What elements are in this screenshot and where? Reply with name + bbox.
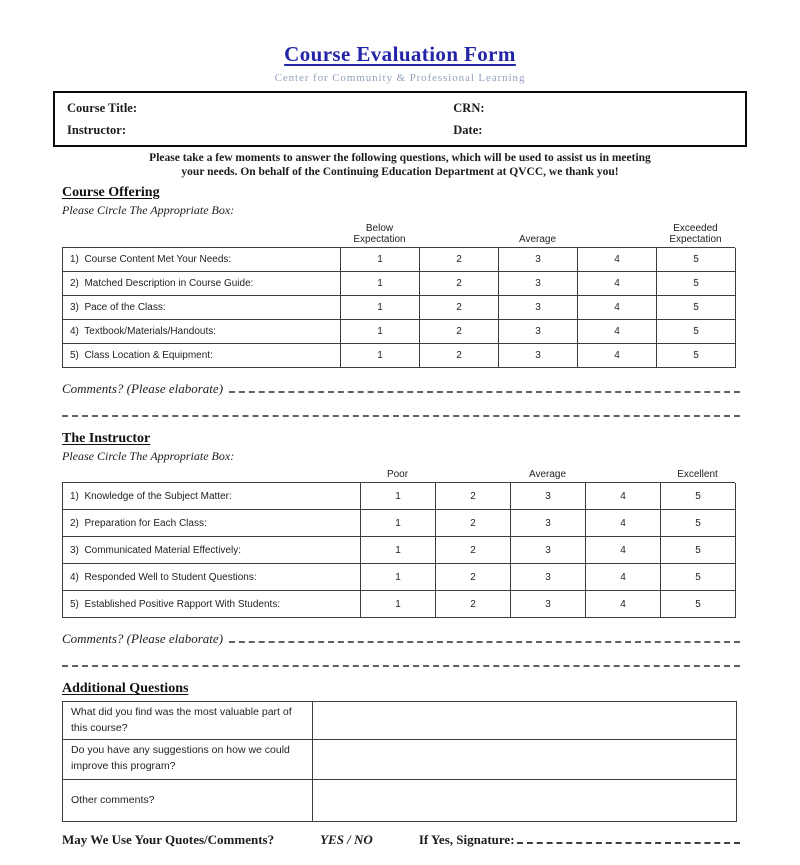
intro-line-2: your needs. On behalf of the Continuing Education Department at QVCC, we thank you! <box>181 165 619 178</box>
rating-option[interactable]: 1 <box>361 564 436 591</box>
rating-option[interactable]: 4 <box>586 537 661 564</box>
rating-option[interactable]: 1 <box>341 272 420 296</box>
rating-option[interactable]: 4 <box>578 272 657 296</box>
rating-option[interactable]: 3 <box>499 344 578 368</box>
instructor-section <box>62 431 740 667</box>
criterion-label: 1) Knowledge of the Subject Matter: <box>63 483 361 510</box>
criterion-label: 5) Established Positive Rapport With Students: <box>63 591 361 618</box>
rating-option[interactable]: 4 <box>578 296 657 320</box>
rating-option[interactable]: 2 <box>436 510 511 537</box>
course-info-box <box>53 91 747 147</box>
comments-input-line[interactable] <box>229 631 740 643</box>
crn-label: CRN: <box>453 101 485 115</box>
scale-label-average: Average <box>518 234 557 245</box>
instructor-input[interactable] <box>132 120 453 134</box>
scale-label-excellent: Excellent <box>677 469 718 480</box>
instructor-comments <box>62 631 740 647</box>
course-offering-comments <box>62 381 740 397</box>
rating-option[interactable]: 1 <box>361 537 436 564</box>
info-row-2 <box>55 118 745 140</box>
course-offering-section <box>62 185 740 417</box>
section-heading-instructor: The Instructor <box>62 431 151 446</box>
course-title-label: Course Title: <box>67 101 138 115</box>
criterion-label: 3) Pace of the Class: <box>63 296 341 320</box>
rating-option[interactable]: 3 <box>511 564 586 591</box>
crn-cell <box>453 98 733 116</box>
comments-label: Comments? (Please elaborate) <box>62 381 224 396</box>
rating-option[interactable]: 4 <box>586 483 661 510</box>
instructor-cell <box>67 120 453 138</box>
rating-option[interactable]: 1 <box>341 320 420 344</box>
rating-option[interactable]: 5 <box>661 510 736 537</box>
rating-option[interactable]: 2 <box>420 320 499 344</box>
org-subtitle: Center for Community & Professional Learning <box>274 72 526 84</box>
rating-option[interactable]: 1 <box>341 344 420 368</box>
rating-option[interactable]: 2 <box>436 483 511 510</box>
circle-instruction-course-offering: Please Circle The Appropriate Box: <box>62 203 235 217</box>
rating-option[interactable]: 4 <box>586 510 661 537</box>
criterion-label: 5) Class Location & Equipment: <box>63 344 341 368</box>
rating-option[interactable]: 4 <box>578 320 657 344</box>
rating-option[interactable]: 2 <box>420 272 499 296</box>
criterion-label: 1) Course Content Met Your Needs: <box>63 248 341 272</box>
course-title-cell <box>67 98 453 116</box>
rating-option[interactable]: 5 <box>657 248 736 272</box>
rating-option[interactable]: 1 <box>361 510 436 537</box>
course-title-input[interactable] <box>143 98 453 112</box>
instructor-label: Instructor: <box>67 123 127 137</box>
question-label: Other comments? <box>63 780 313 821</box>
rating-option[interactable]: 2 <box>436 537 511 564</box>
answer-input-cell[interactable] <box>313 740 736 779</box>
rating-option[interactable]: 1 <box>361 483 436 510</box>
rating-option[interactable]: 5 <box>661 591 736 618</box>
criterion-label: 2) Preparation for Each Class: <box>63 510 361 537</box>
rating-option[interactable]: 3 <box>499 272 578 296</box>
rating-option[interactable]: 4 <box>578 344 657 368</box>
section-heading-additional-questions: Additional Questions <box>62 681 189 696</box>
rating-option[interactable]: 5 <box>657 272 736 296</box>
rating-option[interactable]: 3 <box>511 591 586 618</box>
scale-label-below-expectation: Below Expectation <box>353 223 406 245</box>
quotes-permission-row <box>62 832 740 848</box>
course-offering-scale-header <box>62 223 735 247</box>
comments-input-line-2[interactable] <box>62 665 740 667</box>
rating-option[interactable]: 5 <box>657 296 736 320</box>
quotes-question-label: May We Use Your Quotes/Comments? <box>62 832 275 847</box>
criterion-label: 2) Matched Description in Course Guide: <box>63 272 341 296</box>
section-heading-course-offering: Course Offering <box>62 185 160 200</box>
criterion-label: 4) Textbook/Materials/Handouts: <box>63 320 341 344</box>
yes-no-choice[interactable]: YES / NO <box>320 832 373 847</box>
table-row <box>63 780 736 821</box>
additional-questions-table <box>62 701 737 822</box>
page-title: Course Evaluation Form <box>284 42 516 66</box>
rating-option[interactable]: 4 <box>586 564 661 591</box>
rating-option[interactable]: 2 <box>420 296 499 320</box>
comments-input-line-2[interactable] <box>62 415 740 417</box>
rating-option[interactable]: 2 <box>436 591 511 618</box>
rating-option[interactable]: 3 <box>499 296 578 320</box>
date-input[interactable] <box>488 120 733 134</box>
answer-input-cell[interactable] <box>313 702 736 739</box>
scale-label-average: Average <box>528 469 567 480</box>
table-row <box>63 702 736 740</box>
rating-option[interactable]: 5 <box>657 320 736 344</box>
signature-input-line[interactable] <box>517 834 740 844</box>
course-offering-rating-table <box>62 247 735 368</box>
rating-option[interactable]: 5 <box>657 344 736 368</box>
question-label: What did you find was the most valuable part of this course? <box>63 702 313 739</box>
rating-option[interactable]: 1 <box>341 248 420 272</box>
intro-line-1: Please take a few moments to answer the following questions, which will be used to assist us in meeting <box>149 152 651 164</box>
crn-input[interactable] <box>491 98 733 112</box>
rating-option[interactable]: 2 <box>420 344 499 368</box>
info-row-1 <box>55 96 745 118</box>
rating-option[interactable]: 5 <box>661 483 736 510</box>
criterion-label: 4) Responded Well to Student Questions: <box>63 564 361 591</box>
instructor-scale-header <box>62 469 735 482</box>
rating-option[interactable]: 2 <box>420 248 499 272</box>
rating-option[interactable]: 5 <box>661 537 736 564</box>
comments-input-line[interactable] <box>229 381 740 393</box>
scale-label-exceeded-expectation: Exceeded Expectation <box>669 223 722 245</box>
rating-option[interactable]: 1 <box>361 591 436 618</box>
rating-option[interactable]: 4 <box>578 248 657 272</box>
date-cell <box>453 120 733 138</box>
rating-option[interactable]: 1 <box>341 296 420 320</box>
comments-label: Comments? (Please elaborate) <box>62 631 224 646</box>
rating-option[interactable]: 3 <box>499 248 578 272</box>
instructor-rating-table <box>62 482 735 618</box>
rating-option[interactable]: 4 <box>586 591 661 618</box>
rating-option[interactable]: 3 <box>511 510 586 537</box>
rating-option[interactable]: 3 <box>511 537 586 564</box>
criterion-label: 3) Communicated Material Effectively: <box>63 537 361 564</box>
circle-instruction-instructor: Please Circle The Appropriate Box: <box>62 449 235 463</box>
additional-questions-section <box>62 681 740 822</box>
intro-text <box>30 152 770 179</box>
answer-input-cell[interactable] <box>313 780 736 821</box>
question-label: Do you have any suggestions on how we could improve this program? <box>63 740 313 779</box>
rating-option[interactable]: 3 <box>511 483 586 510</box>
date-label: Date: <box>453 123 483 137</box>
rating-option[interactable]: 2 <box>436 564 511 591</box>
signature-label: If Yes, Signature: <box>418 832 515 847</box>
scale-label-poor: Poor <box>386 469 409 480</box>
rating-option[interactable]: 3 <box>499 320 578 344</box>
table-row <box>63 740 736 780</box>
rating-option[interactable]: 5 <box>661 564 736 591</box>
